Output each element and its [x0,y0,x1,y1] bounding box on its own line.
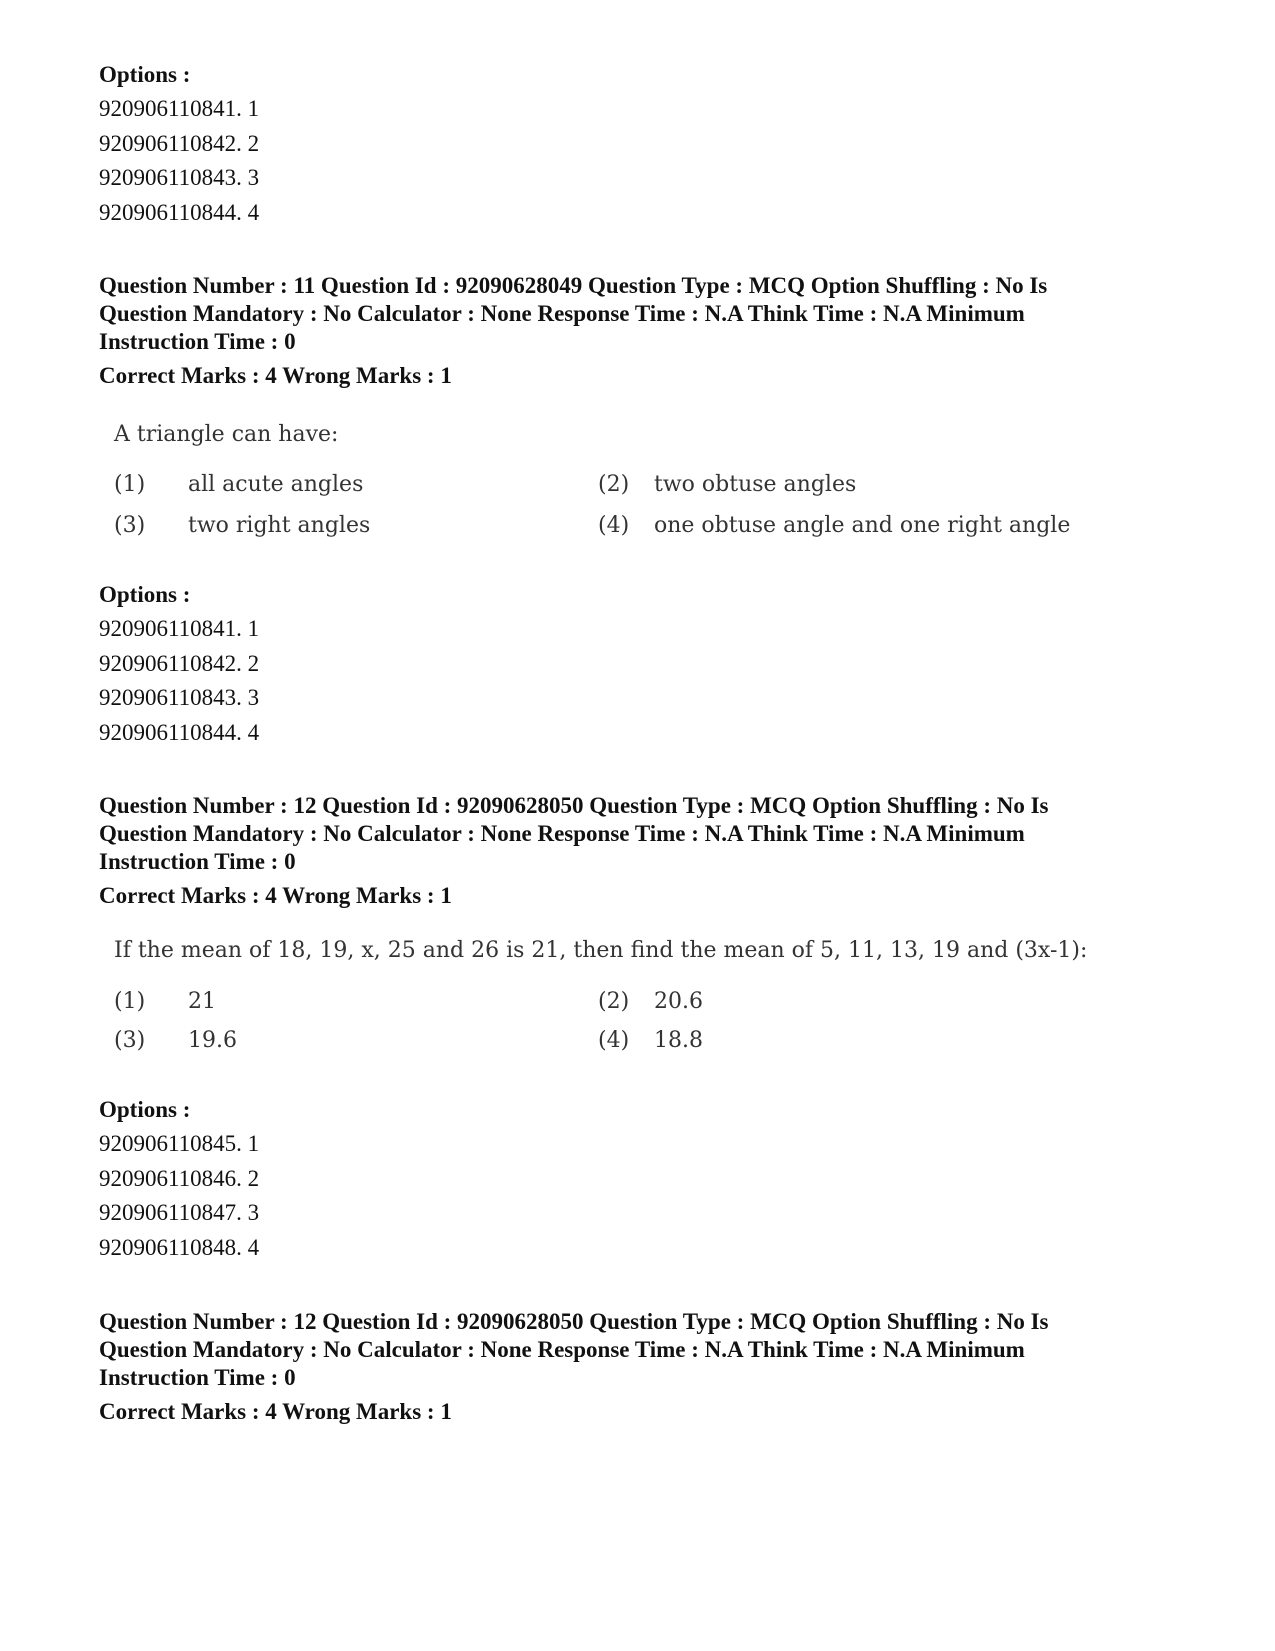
choice-number: (3) [114,1028,146,1053]
question-header-line: Question Mandatory : No Calculator : None Response Time : N.A Think Time : N.A Minimum [99,301,1025,326]
question-header-line: Instruction Time : 0 [99,329,296,354]
option-line: 920906110846. 2 [99,1165,260,1191]
choice-number: (4) [598,513,630,538]
option-line: 920906110842. 2 [99,130,260,156]
option-line: 920906110844. 4 [99,199,260,225]
choice-number: (2) [598,472,630,497]
question-header-line: Question Number : 12 Question Id : 92090628050 Question Type : MCQ Option Shuffling : No Is [99,1309,1049,1334]
options-title: Options : [99,582,191,607]
question-header-line: Question Mandatory : No Calculator : None Response Time : N.A Think Time : N.A Minimum [99,821,1025,846]
question-11-options [99,578,1189,750]
question-header-line: Question Number : 11 Question Id : 92090628049 Question Type : MCQ Option Shuffling : No Is [99,273,1048,298]
choice-number: (4) [598,1028,630,1053]
question-12-options [99,1093,1189,1265]
choice-text: one obtuse angle and one right angle [654,513,1071,538]
choice-text: all acute angles [188,472,364,497]
question-12-text: If the mean of 18, 19, x, 25 and 26 is 21, then find the mean of 5, 11, 13, 19 and (3x-1): [114,938,1088,963]
option-line: 920906110842. 2 [99,650,260,676]
choice-text: two obtuse angles [654,472,857,497]
question-header-line: Question Number : 12 Question Id : 92090628050 Question Type : MCQ Option Shuffling : No Is [99,793,1049,818]
choice-number: (2) [598,989,630,1014]
choice-text: 19.6 [188,1028,237,1053]
choice-text: two right angles [188,513,371,538]
question-11-header [99,272,1189,390]
question-marks: Correct Marks : 4 Wrong Marks : 1 [99,1399,452,1424]
options-block-top [99,58,1189,230]
choice-text: 20.6 [654,989,703,1014]
question-header-line: Question Mandatory : No Calculator : None Response Time : N.A Think Time : N.A Minimum [99,1337,1025,1362]
question-header-line: Instruction Time : 0 [99,1365,296,1390]
choice-number: (3) [114,513,146,538]
option-line: 920906110844. 4 [99,719,260,745]
option-line: 920906110848. 4 [99,1234,260,1260]
choice-number: (1) [114,989,146,1014]
choice-text: 21 [188,989,216,1014]
question-12-repeat-header [99,1308,1189,1426]
option-line: 920906110841. 1 [99,616,260,641]
question-header-line: Instruction Time : 0 [99,849,296,874]
choice-text: 18.8 [654,1028,703,1053]
option-line: 920906110841. 1 [99,96,260,121]
option-line: 920906110843. 3 [99,165,260,190]
option-line: 920906110847. 3 [99,1200,260,1225]
option-line: 920906110843. 3 [99,685,260,710]
options-title: Options : [99,1097,191,1122]
question-marks: Correct Marks : 4 Wrong Marks : 1 [99,363,452,388]
question-12-header [99,792,1189,910]
choice-number: (1) [114,472,146,497]
option-line: 920906110845. 1 [99,1131,260,1156]
question-11-text: A triangle can have: [114,422,339,447]
options-title: Options : [99,62,191,87]
question-marks: Correct Marks : 4 Wrong Marks : 1 [99,883,452,908]
